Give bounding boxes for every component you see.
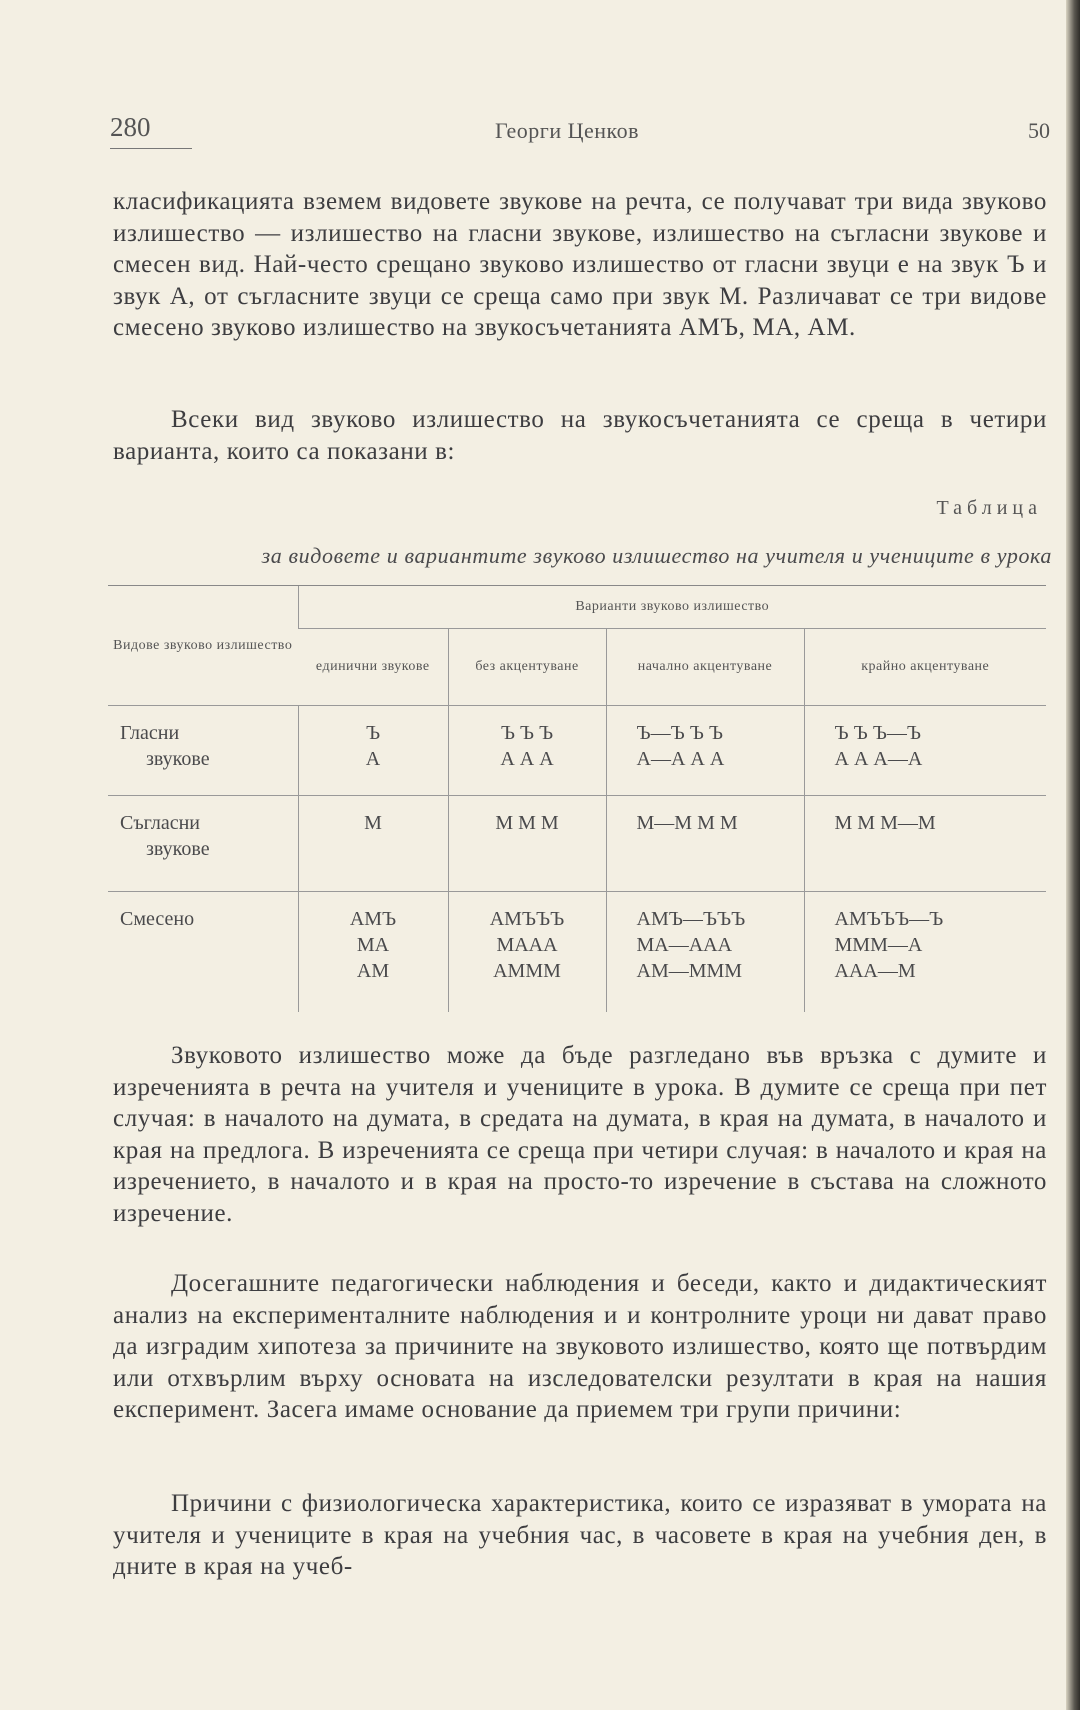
table-row	[108, 796, 1046, 892]
header-variants: Варианти звуково излишество	[298, 586, 1046, 629]
paragraph-1	[113, 186, 1047, 344]
cell-single: Ъ А	[298, 706, 448, 796]
header-kinds: Видове звуково излишество	[108, 586, 298, 706]
row-kind: Смесено	[120, 908, 195, 930]
table-row	[108, 892, 1046, 1012]
page-number: 280	[110, 112, 151, 142]
paragraph-4-text: Досегашните педагогически наблюдения и беседи, както и дидактическият анализ на експерименталните наблюдения и и контролните уроци ни дават право да изградим хипотеза за причините на звуковото излишество, която ще потвърдим или отхвърлим върху основата на изследователски резултати в края на нашия експеримент. Засега имаме основание да приемем три групи причини:	[113, 1270, 1047, 1423]
cell-final-accent: М М М—М	[804, 796, 1046, 892]
paragraph-2	[113, 404, 1047, 467]
paragraph-3-text: Звуковото излишество може да бъде разгледано във връзка с думите и изреченията в речта на учителя и учениците в урока. В думите се среща при пет случая: в началото на думата, в средата на думата, в края на думата, в началото и края на предлога. В изреченията се среща при четири случая: в началото и края на изречението, в началото и в края на просто-то изречение в състава на сложното изречение.	[113, 1042, 1047, 1227]
page-number-underline	[110, 148, 192, 149]
cell-initial-accent: АМЪ—ЪЪЪ МА—ААА АМ—МММ	[606, 892, 804, 1012]
running-header	[110, 112, 1050, 152]
paragraph-5	[113, 1488, 1047, 1583]
cell-single: АМЪ МА АМ	[298, 892, 448, 1012]
running-head-author: Георги Ценков	[495, 118, 639, 143]
row-kind: Гласни звукове	[108, 706, 298, 796]
cell-final-accent: АМЪЪЪ—Ъ МММ—А ААА—М	[804, 892, 1046, 1012]
data-table	[108, 585, 1046, 1012]
signature-mark: 50	[1028, 118, 1050, 143]
row-kind: Съгласни звукове	[108, 796, 298, 892]
header-initial-accent: начално акцентуване	[606, 629, 804, 706]
paragraph-2-text: Всеки вид звуково излишество на звукосъчетанията се среща в четири варианта, които са показани в:	[113, 406, 1047, 465]
header-no-accent: без акцентуване	[448, 629, 606, 706]
cell-initial-accent: Ъ—Ъ Ъ Ъ А—А А А	[606, 706, 804, 796]
cell-final-accent: Ъ Ъ Ъ—Ъ А А А—А	[804, 706, 1046, 796]
cell-initial-accent: М—М М М	[606, 796, 804, 892]
cell-no-accent: Ъ Ъ Ъ А А А	[448, 706, 606, 796]
header-single: единични звукове	[298, 629, 448, 706]
paragraph-5-text: Причини с физиологическа характеристика, които се изразяват в умората на учителя и учениците в края на учебния час, в часовете в края на учебния ден, в дните в края на учеб-	[113, 1490, 1047, 1580]
sound-redundancy-table	[108, 585, 1046, 1012]
table-label: Таблица	[936, 497, 1042, 519]
table-caption: за видовете и вариантите звуково излишество на учителя и учениците в урока	[261, 543, 1052, 568]
cell-single: М	[298, 796, 448, 892]
paragraph-4	[113, 1268, 1047, 1426]
page-edge-shadow	[1066, 0, 1080, 1710]
paragraph-1-text: класификацията вземем видовете звукове на речта, се получават три вида звуково излишество — излишество на гласни звукове, излишество на съгласни звукове и смесен вид. Най-често срещано звуково излишество от гласни звуци е на звук Ъ и звук А, от съгласните звуци се среща само при звук М. Различават се три видове смесено звуково излишество на звукосъчетанията АМЪ, МА, АМ.	[113, 188, 1047, 341]
paragraph-3	[113, 1040, 1047, 1229]
cell-no-accent: М М М	[448, 796, 606, 892]
cell-no-accent: АМЪЪЪ МААА АМММ	[448, 892, 606, 1012]
table-row	[108, 706, 1046, 796]
header-final-accent: крайно акцентуване	[804, 629, 1046, 706]
